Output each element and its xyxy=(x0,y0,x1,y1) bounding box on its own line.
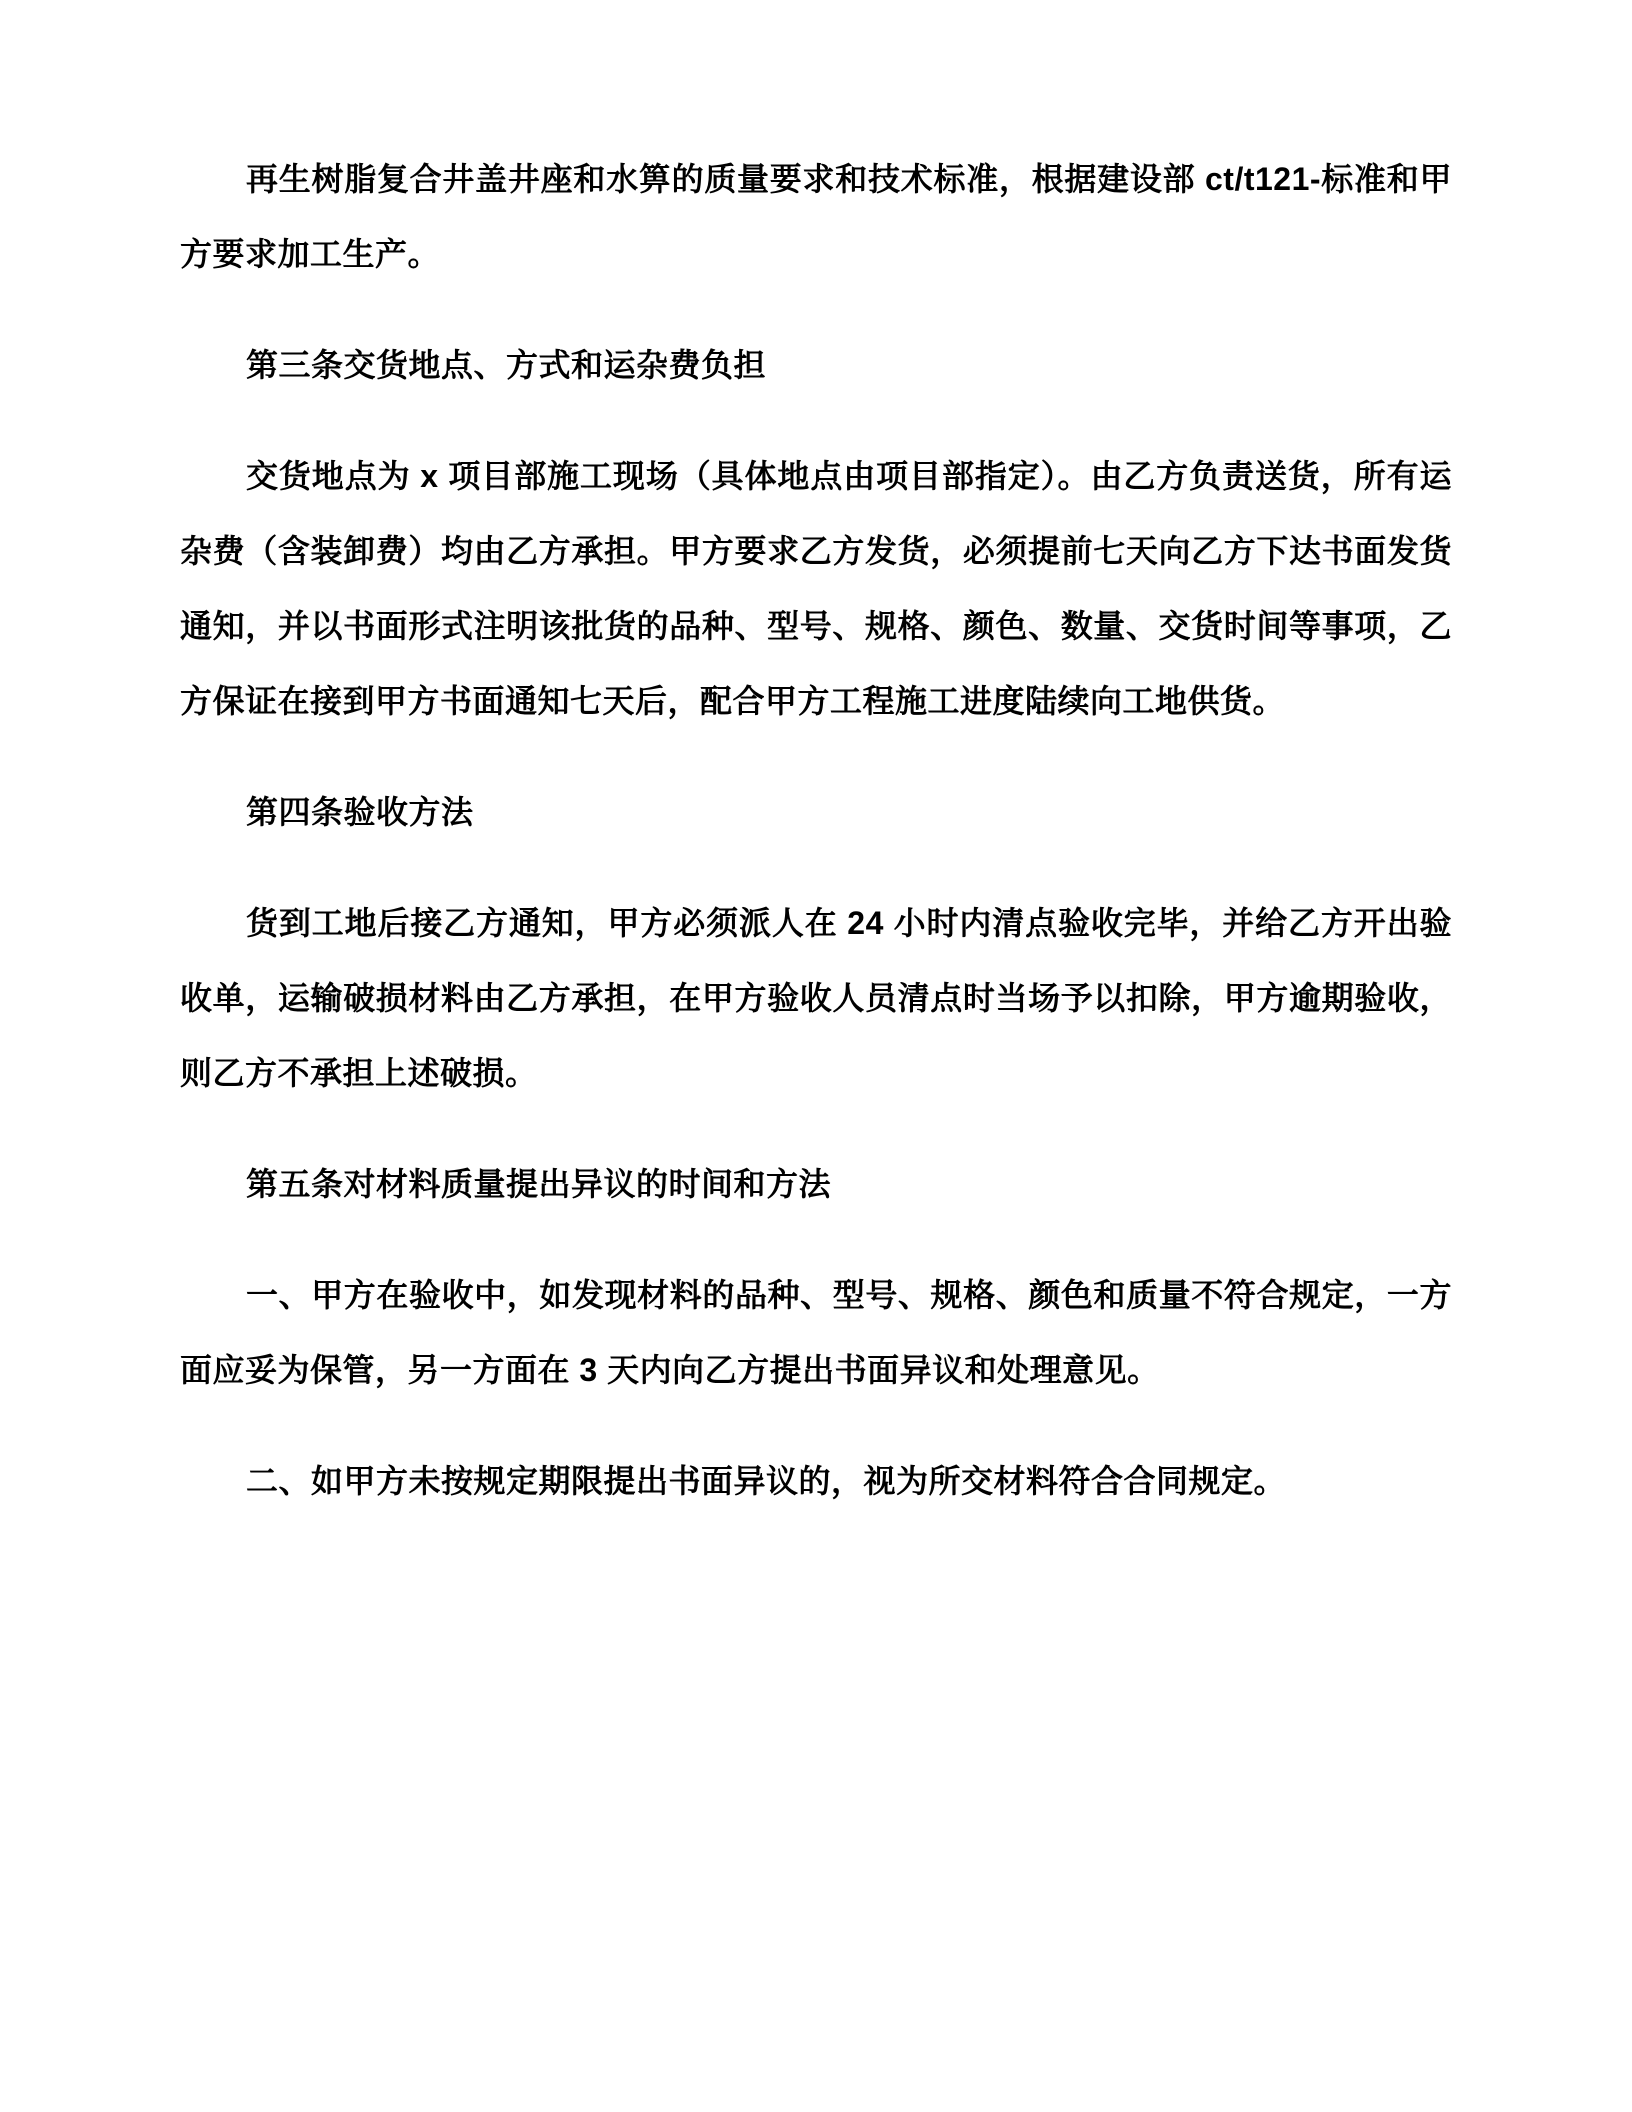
document-heading: 第五条对材料质量提出异议的时间和方法 xyxy=(246,1166,832,1202)
document-paragraph: 交货地点为 x 项目部施工现场（具体地点由项目部指定）。由乙方负责送货，所有运杂费（含装卸费）均由乙方承担。甲方要求乙方发货，必须提前七天向乙方下达书面发货通知，并以书面形式注明该批货的品种、型号、规格、颜色、数量、交货时间等事项，乙方保证在接到甲方书面通知七天后，配合甲方工程施工进度陆续向工地供货。 xyxy=(180,458,1452,719)
document-content xyxy=(180,142,1452,1519)
document-heading: 第四条验收方法 xyxy=(246,794,474,830)
document-heading: 第三条交货地点、方式和运杂费负担 xyxy=(246,347,767,383)
document-paragraph: 二、如甲方未按规定期限提出书面异议的，视为所交材料符合合同规定。 xyxy=(246,1463,1287,1499)
document-paragraph: 再生树脂复合井盖井座和水箅的质量要求和技术标准，根据建设部 ct/t121-标准和甲方要求加工生产。 xyxy=(180,161,1452,272)
document-paragraph: 一、甲方在验收中，如发现材料的品种、型号、规格、颜色和质量不符合规定，一方面应妥为保管，另一方面在 3 天内向乙方提出书面异议和处理意见。 xyxy=(180,1277,1452,1388)
document-paragraph: 货到工地后接乙方通知，甲方必须派人在 24 小时内清点验收完毕，并给乙方开出验收单，运输破损材料由乙方承担，在甲方验收人员清点时当场予以扣除，甲方逾期验收，则乙方不承担上述破损。 xyxy=(180,905,1452,1091)
